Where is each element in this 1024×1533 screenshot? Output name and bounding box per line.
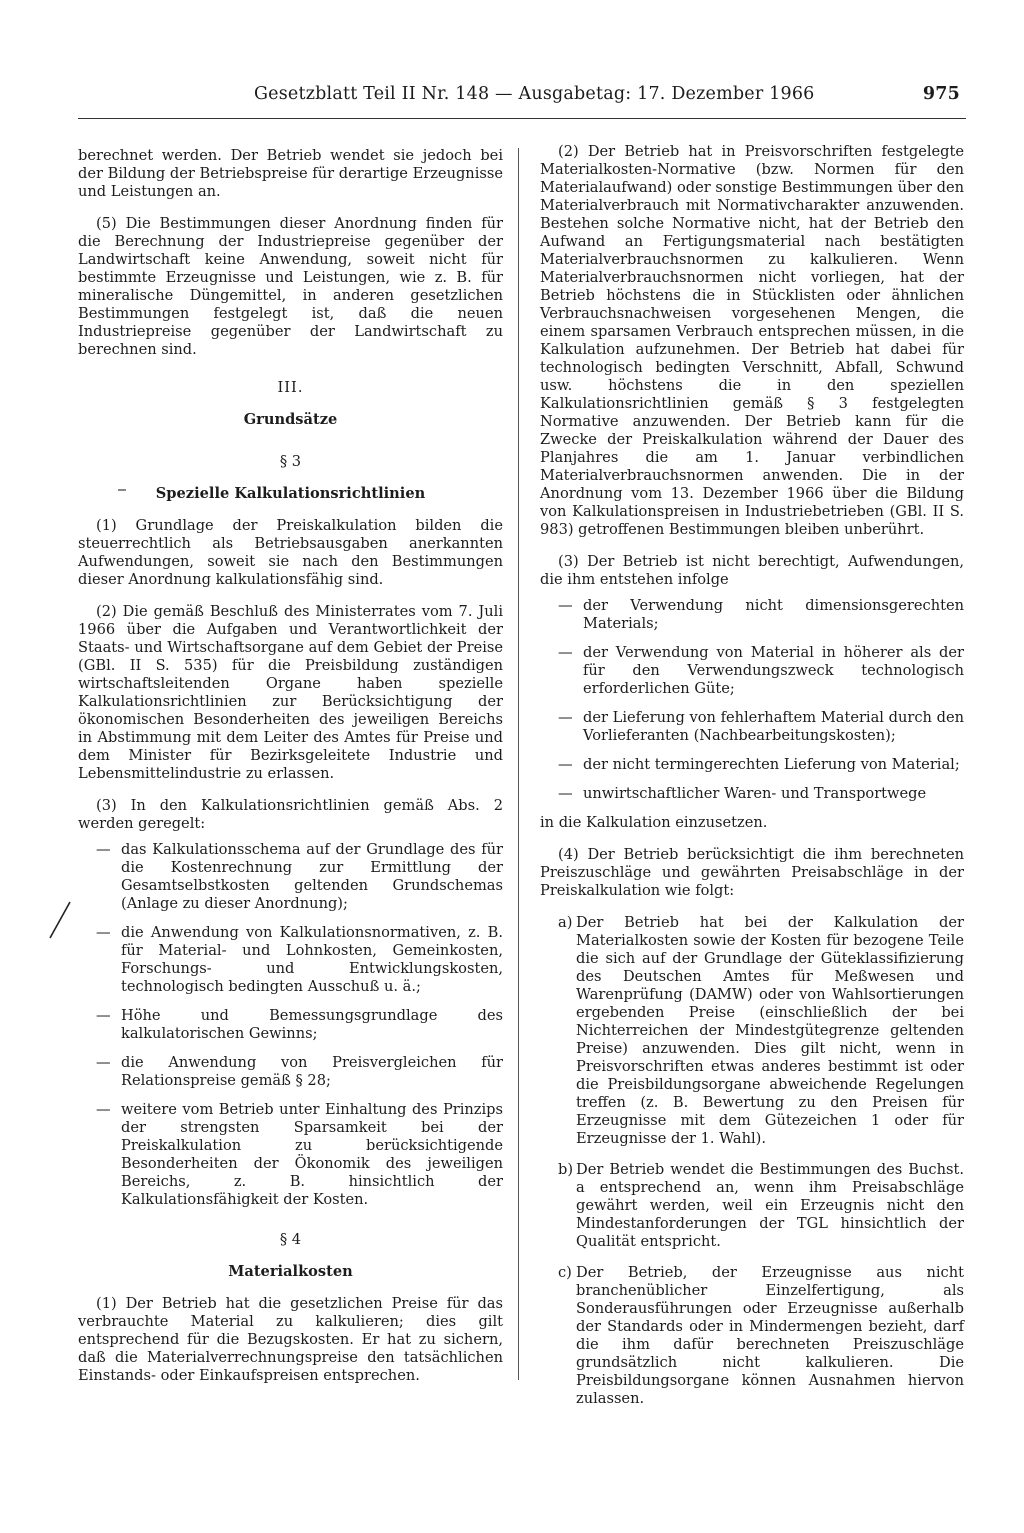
dash-marker: — [96, 841, 111, 858]
par4-dash-list [540, 597, 964, 803]
par4-clause-3: (3) Der Betrieb ist nicht berechtigt, Aufwendungen, die ihm entstehen infolge [540, 553, 964, 588]
header-rule [78, 118, 966, 119]
alpha-list [540, 914, 964, 1408]
paragraph-4-title: Materialkosten [228, 1263, 353, 1280]
page-header [78, 84, 966, 110]
list-item [540, 785, 964, 803]
paragraph-4-number: § 4 [279, 1231, 302, 1248]
list-item [540, 1161, 964, 1251]
section-title: Grundsätze [243, 411, 338, 428]
list-item-text: der Verwendung nicht dimensionsgerechten Materials; [583, 597, 964, 632]
margin-pen-mark [44, 900, 76, 940]
dash-marker: — [558, 644, 573, 661]
list-item [540, 709, 964, 745]
list-item [540, 914, 964, 1148]
list-item-text: Höhe und Bemessungsgrundlage des kalkulatorischen Gewinns; [121, 1007, 503, 1042]
dash-marker: — [558, 709, 573, 726]
list-item [540, 597, 964, 633]
list-item [78, 1007, 503, 1043]
paragraph-3-title: Spezielle Kalkulationsrichtlinien [155, 485, 426, 502]
right-column [540, 143, 964, 1421]
column-divider [518, 148, 519, 1380]
dash-marker: — [558, 597, 573, 614]
alpha-label: c) [558, 1264, 572, 1281]
alpha-label: a) [558, 914, 573, 931]
dash-marker: — [558, 756, 573, 773]
list-item-text: Der Betrieb, der Erzeugnisse aus nicht branchenüblicher Einzelfertigung, als Sonderausführungen oder Erzeugnisse außerhalb der Standards oder in Mindermengen bezieht, darf die ihm dafür berechneten Preiszuschläge grundsätzlich nicht kalkulieren. Die Preisbildungsorgane können Ausnahmen hiervon zulassen. [576, 1264, 964, 1407]
list-item [78, 841, 503, 913]
section-number: III. [277, 379, 304, 396]
left-column [78, 147, 503, 1399]
list-item [540, 1264, 964, 1408]
par3-clause-1: (1) Grundlage der Preiskalkulation bilden die steuerrechtlich als Betriebsausgaben anerkannten Aufwendungen, soweit sie nach den Bestimmungen dieser Anordnung kalkulationsfähig sind. [78, 517, 503, 588]
header-title: Gesetzblatt Teil II Nr. 148 — Ausgabetag: 17. Dezember 1966 [254, 84, 815, 104]
list-item [78, 924, 503, 996]
par4-clause-1: (1) Der Betrieb hat die gesetzlichen Preise für das verbrauchte Material zu kalkulieren; dies gilt entsprechend für die Bezugskosten. Er hat zu sichern, daß die Materialverrechnungspreise den tatsächlichen Einstands- oder Einkaufspreisen entsprechen. [78, 1295, 503, 1384]
paragraph-5: (5) Die Bestimmungen dieser Anordnung finden für die Berechnung der Industriepreise gegenüber der Landwirtschaft keine Anwendung, soweit nicht für bestimmte Erzeugnisse und Leistungen, wie z. B. für mineralische Düngemittel, in anderen gesetzlichen Bestimmungen festgelegt ist, daß die neuen Industriepreise gegenüber der Landwirtschaft zu berechnen sind. [78, 215, 503, 358]
list-item-text: weitere vom Betrieb unter Einhaltung des Prinzips der strengsten Sparsamkeit bei der Preiskalkulation zu berücksichtigende Besonderheiten der Ökonomik des jeweiligen Bereichs, z. B. hinsichtlich der Kalkulationsfähigkeit der Kosten. [121, 1101, 503, 1208]
list-item-text: die Anwendung von Preisvergleichen für Relationspreise gemäß § 28; [121, 1054, 503, 1089]
alpha-label: b) [558, 1161, 574, 1178]
dash-marker: — [96, 1054, 111, 1071]
list-item-text: die Anwendung von Kalkulationsnormativen, z. B. für Material- und Lohnkosten, Gemeinkosten, Forschungs- und Entwicklungskosten, technologisch bedingten Ausschuß u. ä.; [121, 924, 503, 995]
list-item-text: der nicht termingerechten Lieferung von Material; [583, 756, 960, 773]
par3-clause-2: (2) Die gemäß Beschluß des Ministerrates vom 7. Juli 1966 über die Aufgaben und Verantwortlichkeit der Staats- und Wirtschaftsorgane auf dem Gebiet der Preise (GBl. II S. 535) für die Preisbildung zuständigen wirtschaftsleitenden Organe haben spezielle Kalkulationsrichtlinien zur Berücksichtigung der ökonomischen Besonderheiten des jeweiligen Bereichs in Abstimmung mit dem Leiter des Amtes für Preise und dem Minister für Bezirksgeleitete Industrie und Lebensmittelindustrie zu erlassen. [78, 603, 503, 782]
par4-clause-4: (4) Der Betrieb berücksichtigt die ihm berechneten Preiszuschläge und gewährten Preisabschläge in der Preiskalkulation wie folgt: [540, 846, 964, 899]
paragraph-continuation: berechnet werden. Der Betrieb wendet sie jedoch bei der Bildung der Betriebspreise für derartige Erzeugnisse und Leistungen an. [78, 147, 503, 200]
list-item [540, 644, 964, 698]
dash-marker: — [96, 1007, 111, 1024]
list-item [78, 1101, 503, 1209]
list-item-text: unwirtschaftlicher Waren- und Transportwege [583, 785, 927, 802]
par3-clause-3: (3) In den Kalkulationsrichtlinien gemäß Abs. 2 werden geregelt: [78, 797, 503, 832]
list-item-text: der Lieferung von fehlerhaftem Material durch den Vorlieferanten (Nachbearbeitungskosten); [583, 709, 964, 744]
par4-clause-3-end: in die Kalkulation einzusetzen. [540, 814, 768, 831]
par4-clause-2: (2) Der Betrieb hat in Preisvorschriften festgelegte Materialkosten-Normative (bzw. Normen für den Materialaufwand) oder sonstige Bestimmungen über den Materialverbrauch mit Normativcharakter anzuwenden. Bestehen solche Normative nicht, hat der Betrieb den Aufwand an Fertigungsmaterial nach bestätigten Materialverbrauchsnormen zu kalkulieren. Wenn Materialverbrauchsnormen nicht vorliegen, hat der Betrieb höchstens die in Stücklisten oder ähnlichen Verbrauchsnachweisen vorgesehenen Mengen, die einem sparsamen Verbrauch entsprechen müssen, in die Kalkulation aufzunehmen. Der Betrieb hat dabei für technologisch bedingten Verschnitt, Abfall, Schwund usw. höchstens die in den speziellen Kalkulationsrichtlinien gemäß § 3 festgelegten Normative anzuwenden. Der Betrieb kann für die Zwecke der Preiskalkulation während der Dauer des Planjahres die am 1. Januar verbindlichen Materialverbrauchsnormen anwenden. Die in der Anordnung vom 13. Dezember 1966 über die Bildung von Kalkulationspreisen in Industriebetrieben (GBl. II S. 983) getroffenen Bestimmungen bleiben unberührt. [540, 143, 964, 538]
page-number: 975 [922, 84, 960, 104]
dash-marker: — [558, 785, 573, 802]
list-item [540, 756, 964, 774]
dash-marker: — [96, 924, 111, 941]
list-item-text: der Verwendung von Material in höherer als der für den Verwendungszweck technologisch erforderlichen Güte; [583, 644, 964, 697]
list-item-text: das Kalkulationsschema auf der Grundlage des für die Kostenrechnung zur Ermittlung der Gesamtselbstkosten geltenden Grundschemas (Anlage zu dieser Anordnung); [121, 841, 503, 912]
list-item [78, 1054, 503, 1090]
paragraph-3-number: § 3 [279, 453, 302, 470]
dash-marker: — [96, 1101, 111, 1118]
list-item-text: Der Betrieb wendet die Bestimmungen des Buchst. a entsprechend an, wenn ihm Preisabschläge gewährt werden, weil ein Erzeugnis nicht den Mindestanforderungen der TGL hinsichtlich der Qualität entspricht. [576, 1161, 964, 1250]
list-item-text: Der Betrieb hat bei der Kalkulation der Materialkosten sowie der Kosten für bezogene Teile die sich auf der Grundlage der Güteklassifizierung des Deutschen Amtes für Meßwesen und Warenprüfung (DAMW) oder von Wahlsortierungen ergebenden Preise (einschließlich der bei Nichterreichen der Mindestgütegrenze geltenden Preise) anzuwenden. Dies gilt nicht, wenn in Preisvorschriften etwas anderes bestimmt ist oder die Preisbildungsorgane abweichende Regelungen treffen (z. B. Bewertung zu den Preisen für Erzeugnisse mit dem Gütezeichen 1 oder für Erzeugnisse der 1. Wahl). [576, 914, 964, 1147]
par3-dash-list [78, 841, 503, 1209]
